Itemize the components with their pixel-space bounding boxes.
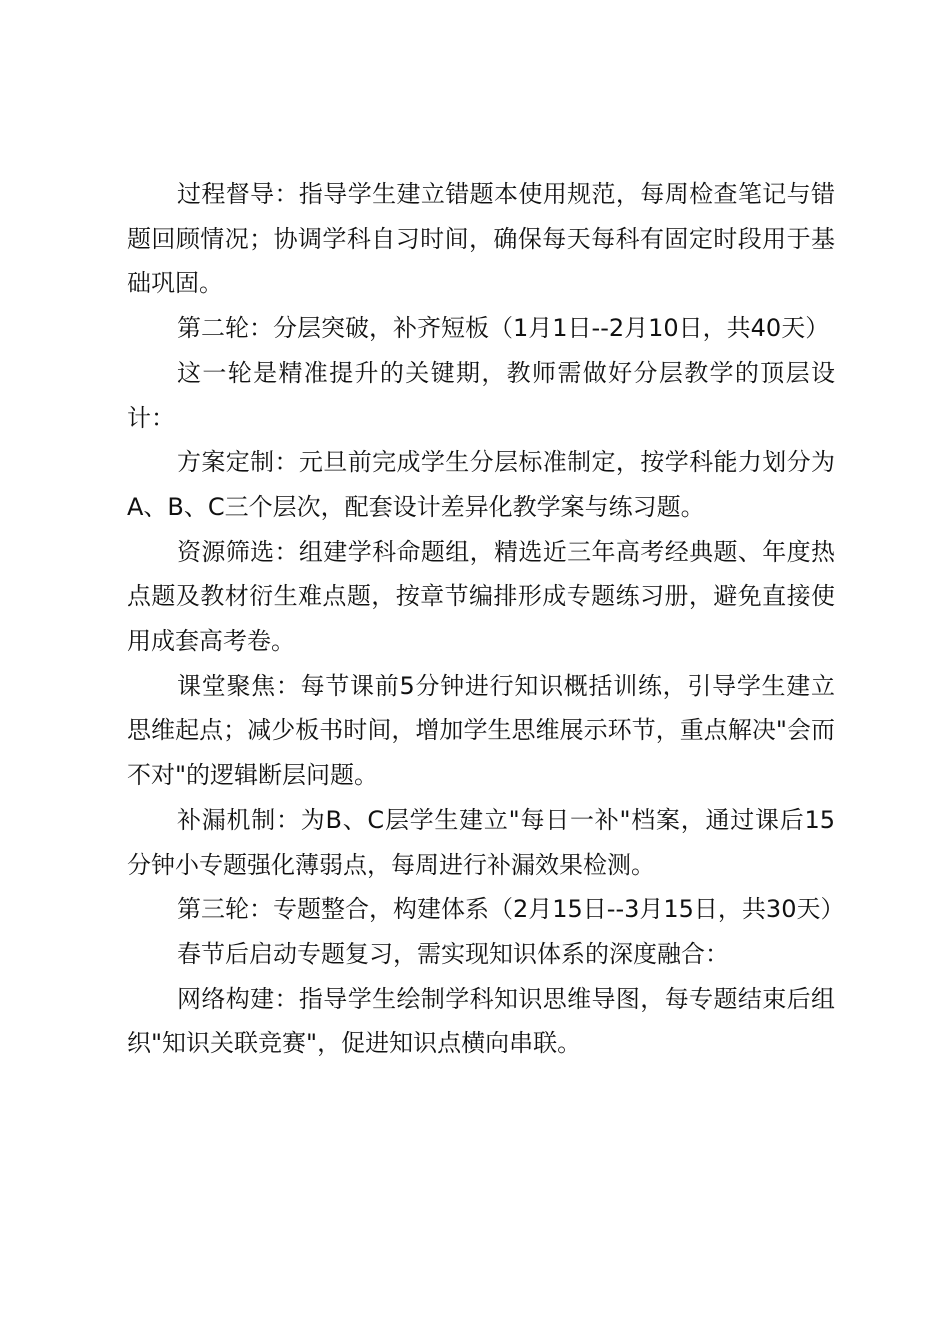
paragraph-network-building: 网络构建：指导学生绘制学科知识思维导图，每专题结束后组织"知识关联竞赛"，促进知识点横向串联。 — [127, 984, 835, 1058]
paragraph-round-three-intro: 春节后启动专题复习，需实现知识体系的深度融合： — [177, 939, 729, 968]
paragraph-process-supervision: 过程督导：指导学生建立错题本使用规范，每周检查笔记与错题回顾情况；协调学科自习时间，确保每天每科有固定时段用于基础巩固。 — [127, 180, 835, 298]
document-body — [127, 172, 845, 1066]
paragraph-resource-selection: 资源筛选：组建学科命题组，精选近三年高考经典题、年度热点题及教材衍生难点题，按章节编排形成专题练习册，避免直接使用成套高考卷。 — [127, 537, 835, 656]
paragraph-round-two-intro: 这一轮是精准提升的关键期，教师需做好分层教学的顶层设计： — [127, 358, 835, 432]
paragraph-round-three-heading: 第三轮：专题整合，构建体系（2月15日--3月15日，共30天） — [177, 895, 845, 924]
paragraph-round-two-heading: 第二轮：分层突破，补齐短板（1月1日--2月10日，共40天） — [177, 314, 830, 343]
paragraph-gap-filling: 补漏机制：为B、C层学生建立"每日一补"档案，通过课后15分钟小专题强化薄弱点，每周进行补漏效果检测。 — [127, 805, 835, 879]
paragraph-classroom-focus: 课堂聚焦：每节课前5分钟进行知识概括训练，引导学生建立思维起点；减少板书时间，增加学生思维展示环节，重点解决"会而不对"的逻辑断层问题。 — [127, 671, 835, 790]
paragraph-plan-customization: 方案定制：元旦前完成学生分层标准制定，按学科能力划分为A、B、C三个层次，配套设计差异化教学案与练习题。 — [127, 448, 835, 521]
